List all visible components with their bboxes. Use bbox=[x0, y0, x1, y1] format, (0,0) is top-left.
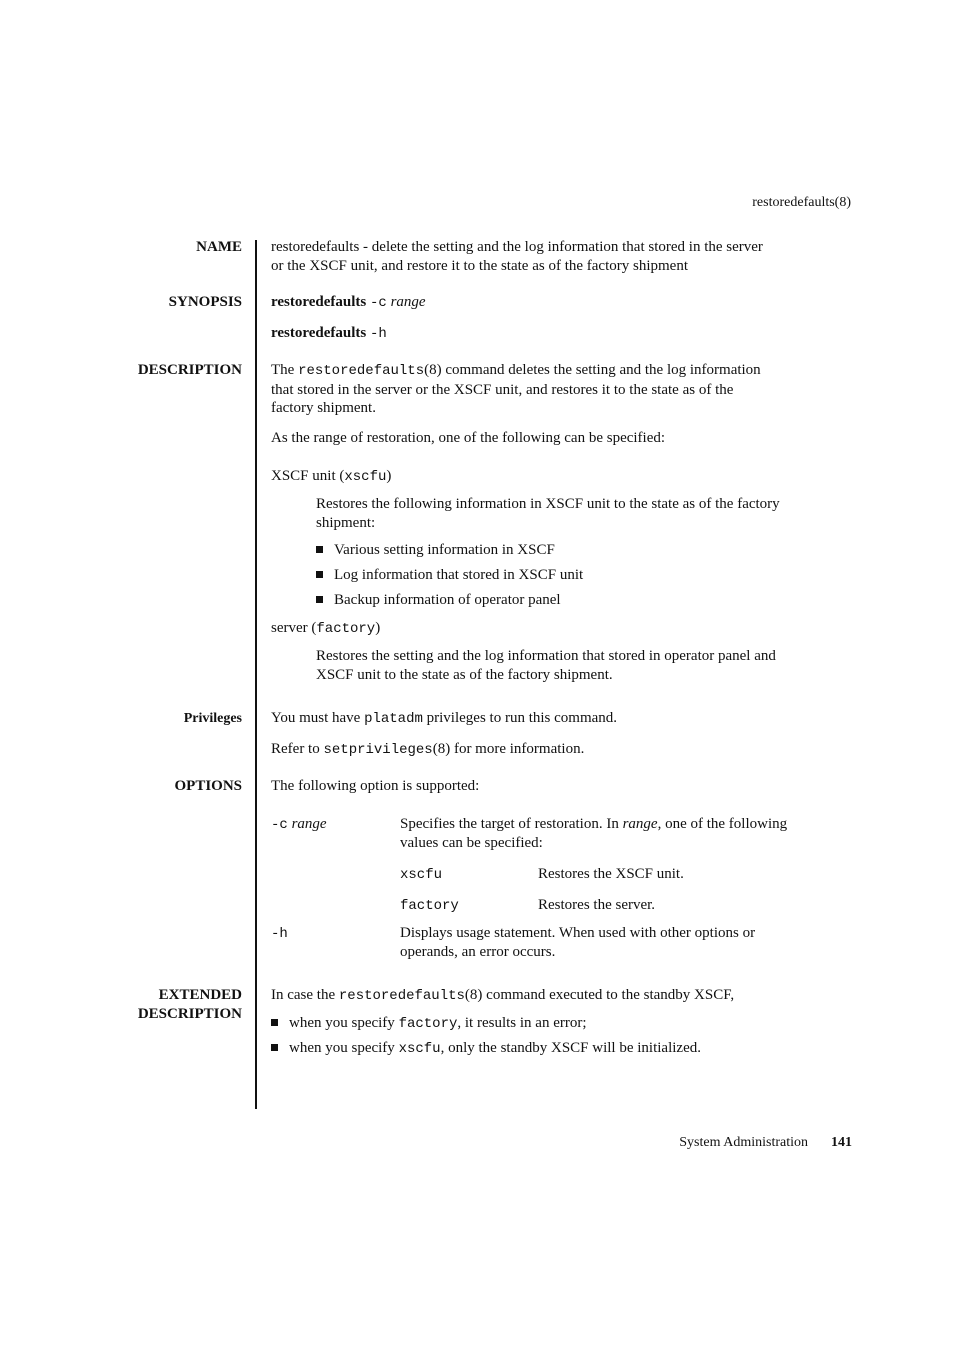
synopsis-arg-range: range bbox=[390, 294, 426, 310]
desc-p1-line1: (8) command deletes the setting and the log information bbox=[424, 362, 761, 378]
desc-p1-command: restoredefaults bbox=[298, 363, 425, 379]
privileges-paragraph-1 bbox=[271, 709, 851, 729]
opt-c-desc-post: , one of the following bbox=[657, 816, 788, 832]
ext-intro-code: restoredefaults bbox=[338, 988, 465, 1004]
footer-book-title: System Administration bbox=[679, 1135, 808, 1150]
list-item-text: Log information that stored in XSCF unit bbox=[334, 567, 584, 583]
option-h-flag: -h bbox=[271, 926, 288, 942]
desc-p1-line3: factory shipment. bbox=[271, 400, 376, 416]
priv-p1-pre: You must have bbox=[271, 710, 365, 726]
server-desc-line1: Restores the setting and the log information that stored in operator panel and bbox=[316, 648, 776, 664]
term-server-post: ) bbox=[375, 620, 381, 636]
option-h-description bbox=[400, 924, 852, 961]
list-item bbox=[316, 541, 555, 560]
list-item bbox=[271, 1039, 701, 1059]
priv-p1-code: platadm bbox=[364, 711, 423, 727]
bullet-square-icon bbox=[316, 546, 323, 553]
xscf-desc-line1: Restores the following information in XSCF unit to the state as of the factory bbox=[316, 496, 780, 512]
synopsis-option-c: -c bbox=[370, 295, 387, 311]
value-code: factory bbox=[400, 898, 459, 914]
term-xscf-post: ) bbox=[386, 468, 392, 484]
priv-p2-pre: Refer to bbox=[271, 741, 324, 757]
option-c-term bbox=[271, 815, 327, 835]
option-c-description bbox=[400, 815, 852, 852]
extended-intro bbox=[271, 986, 851, 1006]
options-intro: The following option is supported: bbox=[271, 778, 480, 794]
margin-rule bbox=[255, 240, 257, 1109]
list-item-text: Backup information of operator panel bbox=[334, 592, 561, 608]
term-xscf-pre: XSCF unit ( bbox=[271, 468, 345, 484]
priv-p1-post: privileges to run this command. bbox=[422, 710, 618, 726]
list-item-text: Various setting information in XSCF bbox=[334, 542, 555, 558]
value-description: Restores the server. bbox=[538, 897, 656, 913]
opt-h-desc-line1: Displays usage statement. When used with other options or bbox=[400, 925, 756, 941]
term-xscf-code: xscfu bbox=[344, 469, 387, 485]
section-label-options: OPTIONS bbox=[174, 778, 242, 794]
synopsis-option-h: -h bbox=[370, 326, 387, 342]
term-server-description bbox=[316, 647, 856, 684]
bullet-square-icon bbox=[271, 1044, 278, 1051]
synopsis-command: restoredefaults bbox=[271, 294, 367, 310]
synopsis-line-c bbox=[271, 293, 851, 313]
footer-page-number: 141 bbox=[831, 1135, 852, 1150]
section-label-privileges: Privileges bbox=[183, 711, 242, 726]
priv-p2-code: setprivileges bbox=[323, 742, 433, 758]
description-paragraph-1 bbox=[271, 361, 851, 418]
term-xscf-unit bbox=[271, 467, 851, 487]
synopsis-command: restoredefaults bbox=[271, 325, 367, 341]
ext-intro-pre: In case the bbox=[271, 987, 339, 1003]
description-paragraph-2: As the range of restoration, one of the following can be specified: bbox=[271, 430, 666, 446]
value-code: xscfu bbox=[400, 867, 443, 883]
ext-label-line1: EXTENDED bbox=[158, 987, 242, 1003]
opt-c-desc-line2: values can be specified: bbox=[400, 834, 543, 851]
section-label-description: DESCRIPTION bbox=[137, 362, 242, 378]
bullet-square-icon bbox=[271, 1019, 278, 1026]
list-item bbox=[316, 591, 561, 610]
bullet-square-icon bbox=[316, 571, 323, 578]
priv-p2-post: (8) for more information. bbox=[432, 741, 585, 757]
ext-b2-pre: when you specify bbox=[289, 1040, 399, 1056]
name-line-1: restoredefaults - delete the setting and the log information that stored in the server bbox=[271, 239, 763, 255]
value-description: Restores the XSCF unit. bbox=[538, 866, 684, 882]
name-line-2: or the XSCF unit, and restore it to the state as of the factory shipment bbox=[271, 257, 688, 274]
desc-p1-pre: The bbox=[271, 362, 299, 378]
section-label-extended-description bbox=[138, 986, 242, 1023]
list-item bbox=[316, 566, 583, 585]
ext-b1-pre: when you specify bbox=[289, 1015, 399, 1031]
opt-c-desc-italic: range bbox=[622, 816, 658, 832]
ext-b2-code: xscfu bbox=[398, 1041, 441, 1057]
desc-p1-line2: that stored in the server or the XSCF unit, and restores it to the state as of the bbox=[271, 381, 734, 398]
section-label-name: NAME bbox=[196, 239, 242, 255]
running-header: restoredefaults(8) bbox=[752, 195, 851, 210]
ext-label-line2: DESCRIPTION bbox=[137, 1005, 242, 1022]
ext-b1-post: , it results in an error; bbox=[457, 1015, 587, 1031]
term-xscf-description bbox=[316, 495, 856, 532]
term-server bbox=[271, 619, 851, 639]
page-footer bbox=[679, 1134, 852, 1153]
ext-b2-post: , only the standby XSCF will be initialized. bbox=[440, 1040, 701, 1056]
xscf-desc-line2: shipment: bbox=[316, 514, 376, 531]
ext-intro-post: (8) command executed to the standby XSCF, bbox=[464, 987, 735, 1003]
server-desc-line2: XSCF unit to the state as of the factory shipment. bbox=[316, 666, 613, 683]
name-text bbox=[271, 238, 851, 275]
term-server-pre: server ( bbox=[271, 620, 317, 636]
list-item bbox=[271, 1014, 587, 1034]
bullet-square-icon bbox=[316, 596, 323, 603]
option-c-arg: range bbox=[291, 816, 327, 832]
opt-h-desc-line2: operands, an error occurs. bbox=[400, 943, 556, 960]
opt-c-desc-pre: Specifies the target of restoration. In bbox=[400, 816, 623, 832]
term-server-code: factory bbox=[316, 621, 376, 637]
privileges-paragraph-2 bbox=[271, 740, 851, 760]
synopsis-line-h bbox=[271, 324, 851, 344]
option-c-flag: -c bbox=[271, 817, 288, 833]
section-label-synopsis: SYNOPSIS bbox=[168, 294, 242, 310]
ext-b1-code: factory bbox=[398, 1016, 458, 1032]
